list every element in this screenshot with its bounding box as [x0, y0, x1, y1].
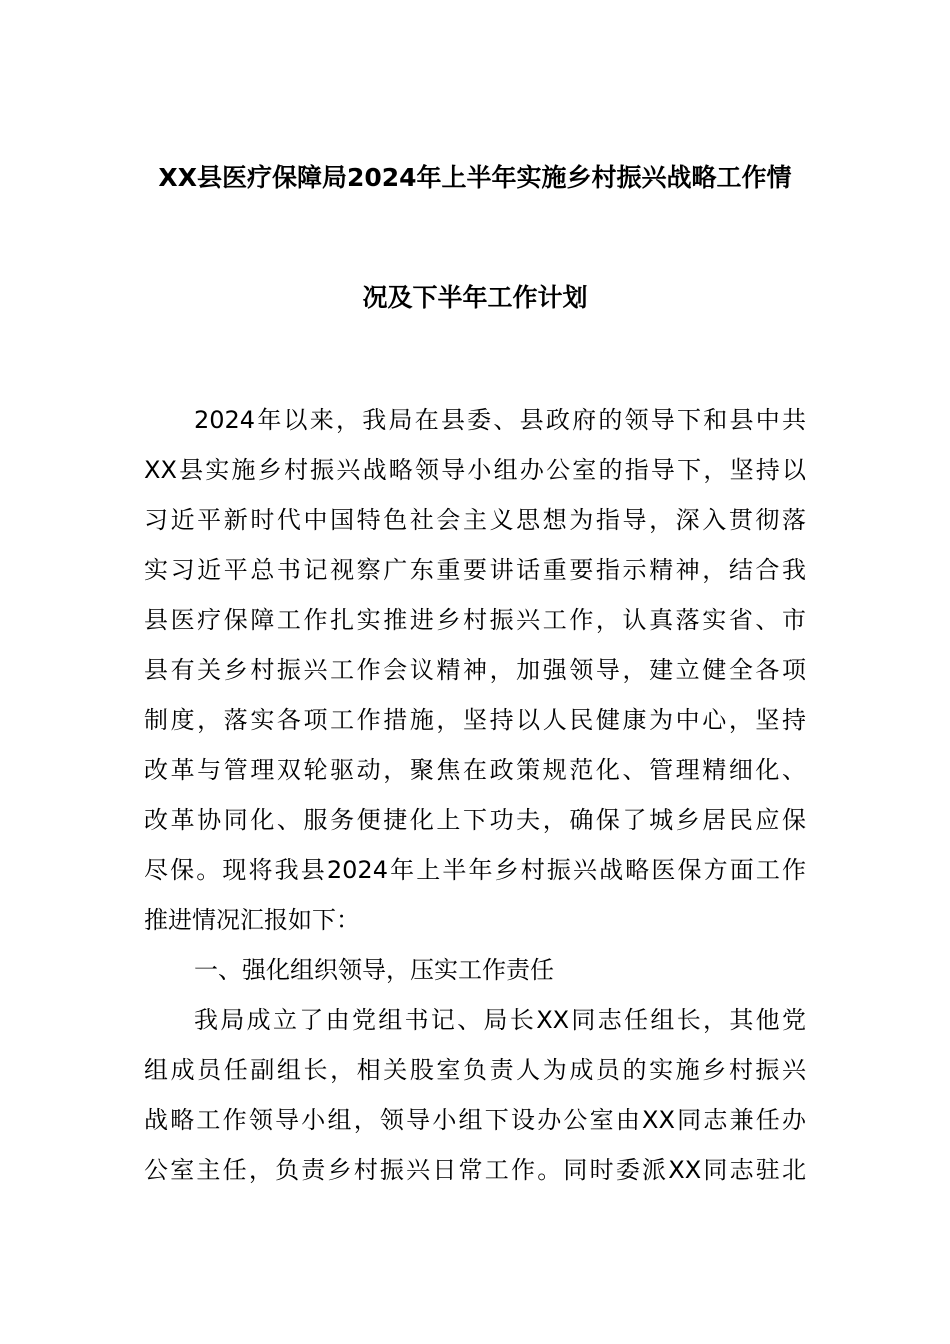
paragraph-line-12: 我局成立了由党组书记、局长XX同志任组长，其他党	[194, 1006, 806, 1034]
paragraph-line-3: 习近平新时代中国特色社会主义思想为指导，深入贯彻落	[144, 506, 806, 534]
document-title-line-2: 况及下半年工作计划	[362, 283, 588, 312]
paragraph-line-1: 2024年以来，我局在县委、县政府的领导下和县中共	[194, 406, 806, 434]
paragraph-line-9: 改革协同化、服务便捷化上下功夫，确保了城乡居民应保	[144, 806, 806, 834]
paragraph-line-15: 公室主任，负责乡村振兴日常工作。同时委派XX同志驻北	[144, 1156, 806, 1184]
paragraph-line-10: 尽保。现将我县2024年上半年乡村振兴战略医保方面工作	[144, 856, 806, 884]
paragraph-line-6: 县有关乡村振兴工作会议精神，加强领导，建立健全各项	[144, 656, 806, 684]
paragraph-line-13: 组成员任副组长，相关股室负责人为成员的实施乡村振兴	[144, 1056, 806, 1084]
section-heading-1: 一、强化组织领导，压实工作责任	[194, 956, 554, 984]
paragraph-line-5: 县医疗保障工作扎实推进乡村振兴工作，认真落实省、市	[144, 606, 806, 634]
paragraph-line-2: XX县实施乡村振兴战略领导小组办公室的指导下，坚持以	[144, 456, 806, 484]
paragraph-line-4: 实习近平总书记视察广东重要讲话重要指示精神，结合我	[144, 556, 806, 584]
paragraph-line-11: 推进情况汇报如下：	[144, 906, 360, 934]
paragraph-line-14: 战略工作领导小组，领导小组下设办公室由XX同志兼任办	[144, 1106, 806, 1134]
document-title-line-1: XX县医疗保障局2024年上半年实施乡村振兴战略工作情	[158, 163, 792, 192]
paragraph-line-8: 改革与管理双轮驱动，聚焦在政策规范化、管理精细化、	[144, 756, 806, 784]
paragraph-line-7: 制度，落实各项工作措施，坚持以人民健康为中心，坚持	[144, 706, 806, 734]
